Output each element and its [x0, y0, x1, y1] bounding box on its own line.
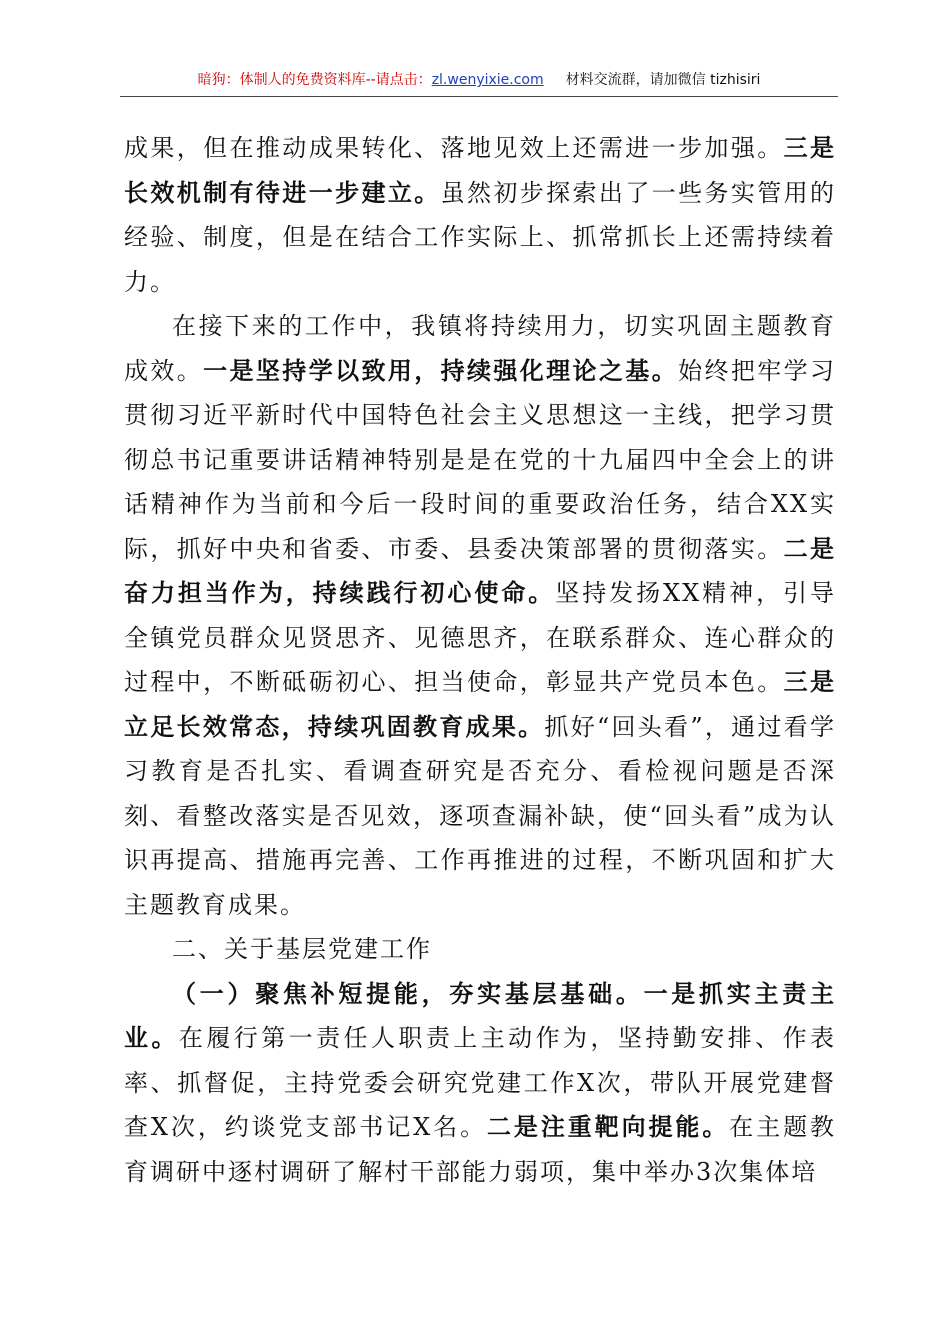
text-segment: 坚持发扬XX精神，引导全镇党员群众见贤思齐、见德思齐，在联系群众、连心群众的过程中，不断砥砺初心、担当使命，彰显共产党员本色。 — [124, 579, 836, 696]
paragraph-party-building — [124, 972, 836, 1195]
header-website-link[interactable]: zl.wenyixie.com — [431, 72, 544, 88]
section-heading — [124, 927, 836, 972]
text-segment: 虽然初步探索出了一些务实管用的经验、制度，但是在结合工作实际上、抓常抓长上还需持续着力。 — [124, 178, 837, 296]
paragraph-next-steps — [124, 304, 836, 927]
bold-segment: 二是注重靶向提能。 — [487, 1112, 730, 1141]
document-body — [124, 126, 836, 1194]
header-contact: 材料交流群，请加微信 tizhisiri — [565, 72, 761, 88]
text-segment: 抓好“回头看”，通过看学习教育是否扎实、看调查研究是否充分、看检视问题是否深刻、看整改落实是否见效，逐项查漏补缺，使“回头看”成为认识再提高、措施再完善、工作再推进的过程，不断巩固和扩大主题教育成果。 — [124, 712, 836, 919]
text-segment: 在主题教育调研中逐村调研了解村干部能力弱项，集中举办3次集体培 — [124, 1113, 837, 1186]
paragraph-problems-continued — [124, 126, 836, 304]
text-segment: 始终把牢学习贯彻习近平新时代中国特色社会主义思想这一主线，把学习贯彻总书记重要讲话精神特别是是在党的十九届四中全会上的讲话精神作为当前和今后一段时间的重要政治任务，结合XX实际，抓好中央和省委、市委、县委决策部署的贯彻落实。 — [124, 356, 837, 563]
heading-text: 二、关于基层党建工作 — [172, 935, 432, 963]
bold-segment: （一）聚焦补短提能，夯实基层基础。一是抓实主责主业。 — [124, 978, 836, 1052]
bold-segment: 三是长效机制有待进一步建立。 — [124, 133, 837, 207]
bold-segment: 三是立足长效常态，持续巩固教育成果。 — [124, 667, 837, 741]
text-segment: 在履行第一责任人职责上主动作为，坚持勤安排、作表率、抓督促，主持党委会研究党建工作X次，带队开展党建督查X次，约谈党支部书记X名。 — [124, 1024, 837, 1141]
text-segment: 在接下来的工作中，我镇将持续用力，切实巩固主题教育成效。 — [124, 312, 836, 385]
header-brand: 暗狗：体制人的免费资料库 — [197, 72, 366, 88]
page-header — [120, 70, 838, 97]
bold-segment: 二是奋力担当作为，持续践行初心使命。 — [124, 533, 837, 607]
bold-segment: 一是坚持学以致用，持续强化理论之基。 — [203, 355, 679, 385]
header-click-prompt: --请点击： — [365, 72, 432, 88]
text-segment: 成果，但在推动成果转化、落地见效上还需进一步加强。 — [124, 134, 784, 162]
